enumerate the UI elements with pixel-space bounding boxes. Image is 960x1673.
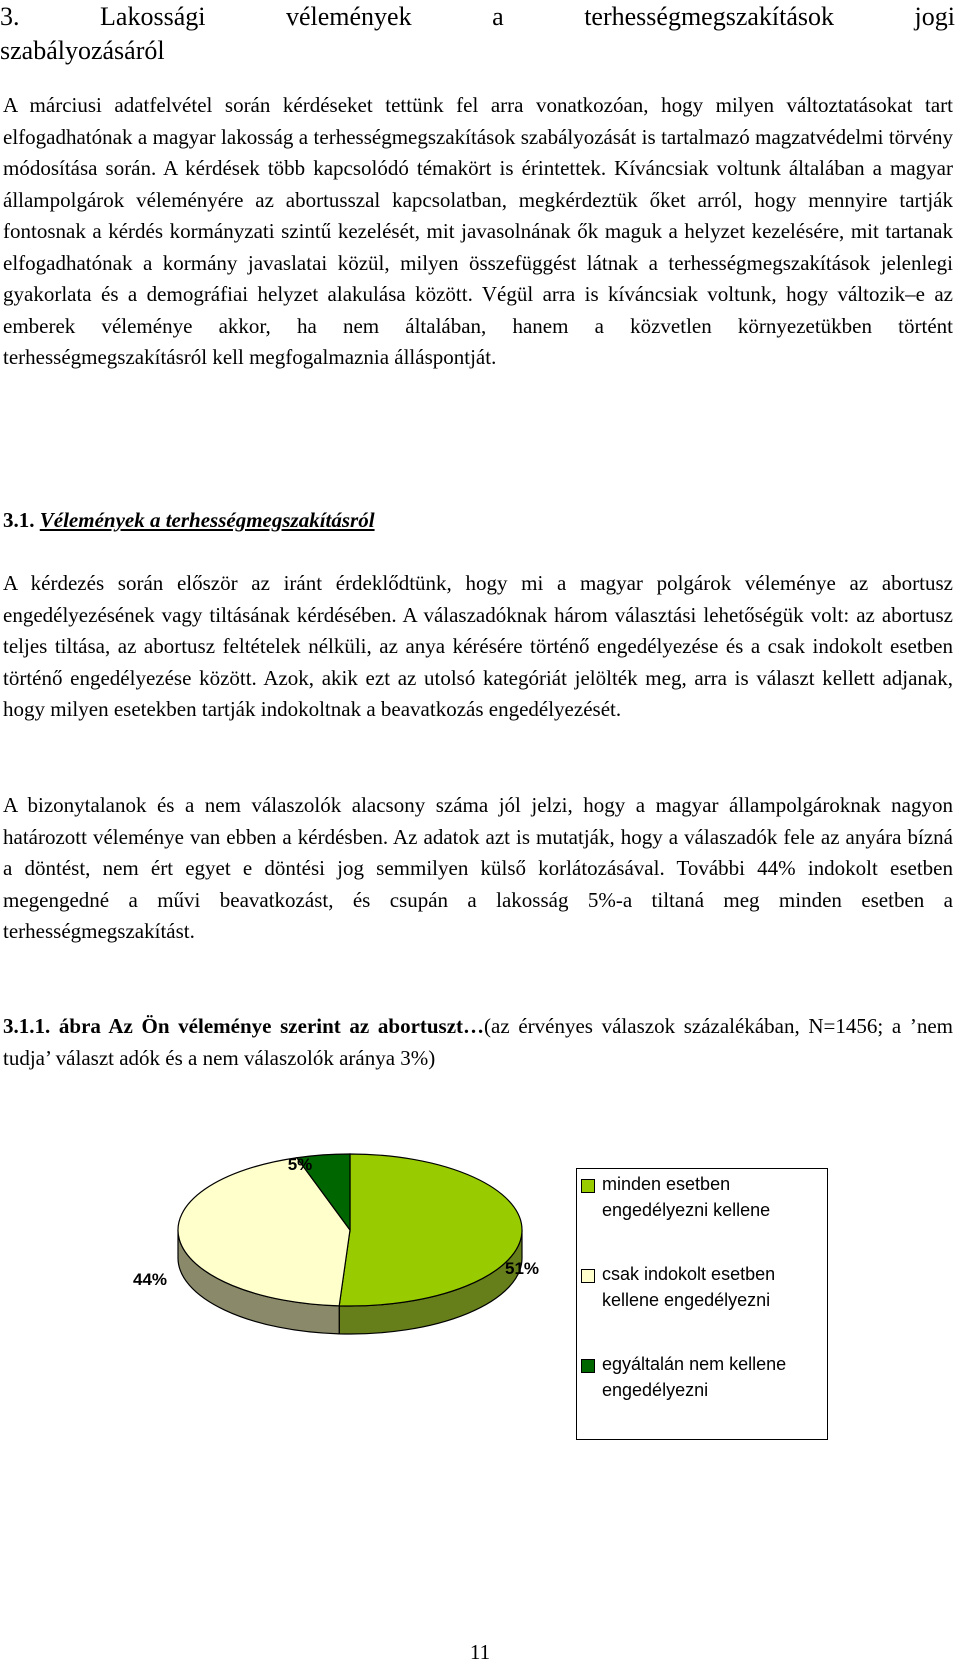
figure-caption-note: (az érvényes válaszok százalékában, N=1456; a ’nem tudja’ választ adók és a nem válaszolók aránya 3%) [3,1014,953,1070]
body-paragraph: A bizonytalanok és a nem válaszolók alacsony száma jól jelzi, hogy a magyar állampolgároknak nagyon határozott véleménye van ebben a kérdésben. Az adatok azt is mutatják, hogy a válaszadók fele az anyára bízná a döntést, nem ért egyet e döntési jog semmilyen külső korlátozásával. További 44% indokolt esetben megengedné a művi beavatkozást, és csupán a lakosság 5%-a tiltaná meg minden esetben a terhességmegszakítást. [3,793,953,943]
legend-label: egyáltalán nem kellene engedélyezni [602,1354,787,1400]
heading-word: vélemények [285,2,412,31]
chart-legend [576,1168,828,1440]
body-paragraph: A kérdezés során először az iránt érdeklődtünk, hogy mi a magyar polgárok véleménye az abortusz engedélyezésének vagy tiltásának kérdésében. A válaszadóknak három választási lehetőségük volt: az abortusz teljes tiltása, az abortusz feltételek nélküli, az anya kérésére történő engedélyezése és a csak indokolt esetben történő engedélyezése között. Azok, akik ezt az utolsó kategóriát jelölték meg, arra is választ kellett adjanak, hogy milyen esetekben tartják indokoltnak a beavatkozás engedélyezését. [3,571,953,721]
heading-number: 3. [0,2,20,31]
figure-caption-title: 3.1.1. ábra Az Ön véleménye szerint az abortuszt… [3,1014,485,1038]
intro-paragraph: A márciusi adatfelvétel során kérdéseket tettünk fel arra vonatkozóan, hogy milyen változtatásokat tart elfogadhatónak a magyar lakosság a terhességmegszakítások szabályozását is tartalmazó magzatvédelmi törvény módosítása során. A kérdések több kapcsolódó témakört is érintettek. Kíváncsiak voltunk általában a magyar állampolgárok véleményére az abortusszal kapcsolatban, megkérdeztük őket arról, hogy mennyire tartják fontosnak a kérdés kormányzati szintű kezelését, mit javasolnának ők maguk a helyzet kezelésére, mit tartanak elfogadhatónak a kormány javaslatai közül, milyen összefüggést látnak a terhességmegszakítások jelenlegi gyakorlata és a demográfiai helyzet alakulása között. Végül arra is kíváncsiak voltunk, hogy változik–e az emberek véleménye akkor, ha nem általában, hanem a közvetlen környezetükben történt terhességmegszakításról kell megfogalmaznia álláspontját. [3,93,953,369]
heading-word: Lakossági [100,2,206,31]
pie-data-label: 51% [505,1259,540,1278]
subsection-title: Vélemények a terhességmegszakításról [39,508,375,532]
legend-label: minden esetben engedélyezni kellene [602,1174,771,1220]
pie-data-label: 5% [287,1155,313,1174]
legend-swatch [581,1269,595,1283]
section-heading-line2: szabályozásáról [0,36,165,65]
heading-word: terhességmegszakítások [584,2,835,31]
heading-word: a [492,2,504,31]
page-number: 11 [469,1640,491,1664]
subsection-number: 3.1. [3,508,35,532]
legend-swatch [581,1359,595,1373]
heading-word: jogi [914,2,955,31]
legend-swatch [581,1179,595,1193]
pie-data-label: 44% [132,1270,168,1289]
legend-label: csak indokolt esetben kellene engedélyezni [602,1264,776,1310]
